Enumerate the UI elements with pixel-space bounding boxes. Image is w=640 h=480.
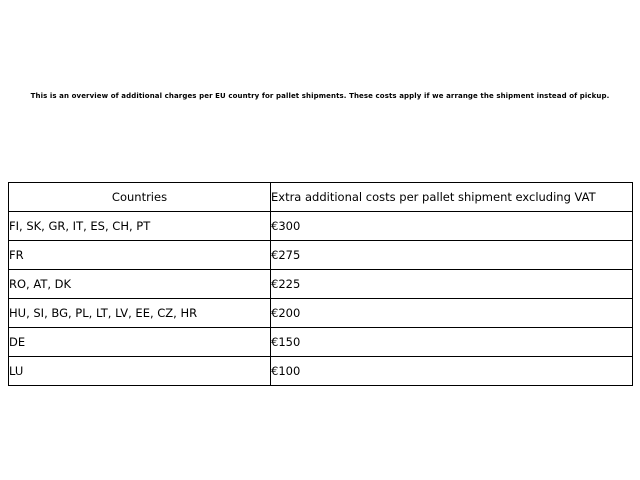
table-row <box>9 299 633 328</box>
countries-cell: FI, SK, GR, IT, ES, CH, PT <box>9 212 271 241</box>
countries-cell: DE <box>9 328 271 357</box>
countries-cell: RO, AT, DK <box>9 270 271 299</box>
costs-column-header: Extra additional costs per pallet shipment excluding VAT <box>271 183 633 212</box>
table-row <box>9 212 633 241</box>
cost-cell: €100 <box>271 357 633 386</box>
table-header-row <box>9 183 633 212</box>
table-row <box>9 241 633 270</box>
cost-cell: €275 <box>271 241 633 270</box>
table-row <box>9 328 633 357</box>
countries-cell: HU, SI, BG, PL, LT, LV, EE, CZ, HR <box>9 299 271 328</box>
intro-text: This is an overview of additional charges per EU country for pallet shipments. These costs apply if we arrange the shipment instead of pickup. <box>30 92 610 100</box>
table-row <box>9 357 633 386</box>
cost-cell: €200 <box>271 299 633 328</box>
cost-cell: €300 <box>271 212 633 241</box>
table-row <box>9 270 633 299</box>
pallet-costs-table <box>8 182 633 386</box>
cost-cell: €225 <box>271 270 633 299</box>
countries-cell: LU <box>9 357 271 386</box>
countries-cell: FR <box>9 241 271 270</box>
countries-column-header: Countries <box>9 183 271 212</box>
cost-cell: €150 <box>271 328 633 357</box>
